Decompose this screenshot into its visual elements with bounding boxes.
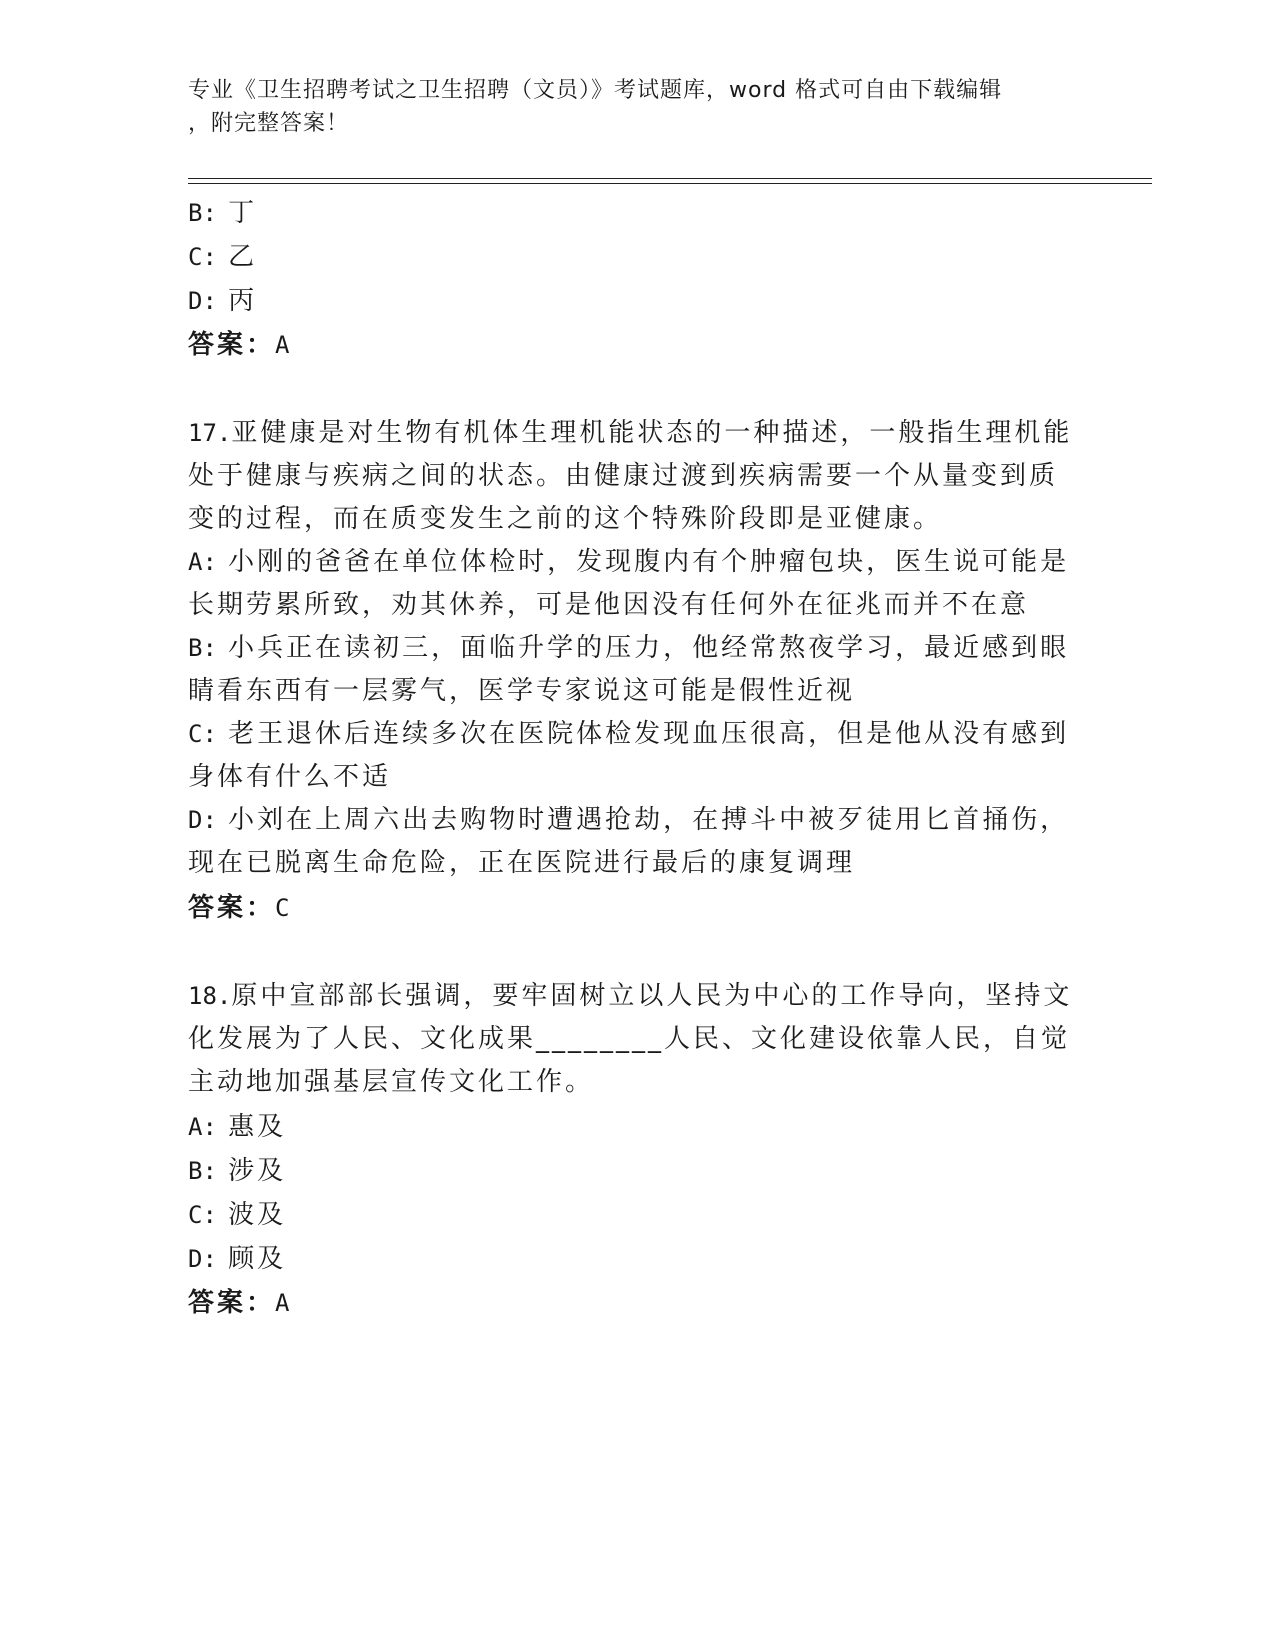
option-text: 乙 bbox=[228, 242, 258, 272]
q17-stem-line-2: 处于健康与疾病之间的状态。由健康过渡到疾病需要一个从量变到质 bbox=[188, 461, 1059, 491]
q18-option-b bbox=[188, 1150, 286, 1187]
question-number: 18. bbox=[188, 982, 232, 1010]
option-text: 小兵正在读初三，面临升学的压力，他经常熬夜学习，最近感到眼 bbox=[228, 633, 1070, 663]
header-line-2: ，附完整答案！ bbox=[188, 111, 350, 136]
answer-label: 答案： bbox=[188, 330, 276, 360]
q17-option-c bbox=[188, 713, 1069, 750]
option-key: A: bbox=[188, 548, 217, 576]
prev-option-d bbox=[188, 280, 257, 317]
q17-option-a-cont: 长期劳累所致，劝其休养，可是他因没有任何外在征兆而并不在意 bbox=[188, 590, 1030, 620]
option-text: 顾及 bbox=[228, 1244, 287, 1274]
option-key: C: bbox=[188, 1201, 217, 1229]
prev-answer bbox=[188, 324, 292, 361]
q17-option-a bbox=[188, 541, 1069, 578]
option-text: 丁 bbox=[228, 198, 258, 228]
question-number: 17. bbox=[188, 419, 232, 447]
option-key: B: bbox=[188, 634, 217, 662]
option-text: 惠及 bbox=[228, 1112, 287, 1142]
q17-option-c-cont: 身体有什么不适 bbox=[188, 762, 392, 792]
header-rule-bottom bbox=[188, 183, 1152, 184]
answer-value: C bbox=[275, 894, 293, 922]
header-line-1: 专业《卫生招聘考试之卫生招聘（文员）》考试题库，word 格式可自由下载编辑 bbox=[188, 78, 1003, 103]
q17-stem-line-1 bbox=[188, 412, 1072, 449]
q18-stem-line-3: 主动地加强基层宣传文化工作。 bbox=[188, 1067, 595, 1097]
option-key: A: bbox=[188, 1113, 217, 1141]
answer-label: 答案： bbox=[188, 893, 276, 923]
stem-text: 亚健康是对生物有机体生理机能状态的一种描述，一般指生理机能 bbox=[231, 418, 1073, 448]
q17-option-d bbox=[188, 799, 1069, 836]
q17-stem-line-3: 变的过程，而在质变发生之前的这个特殊阶段即是亚健康。 bbox=[188, 504, 943, 534]
answer-value: A bbox=[275, 331, 293, 359]
q18-stem-line-1 bbox=[188, 975, 1072, 1012]
option-key: C: bbox=[188, 243, 217, 271]
q17-option-b bbox=[188, 627, 1069, 664]
document-header bbox=[188, 74, 1068, 140]
q17-option-b-cont: 睛看东西有一层雾气，医学专家说这可能是假性近视 bbox=[188, 676, 856, 706]
q17-option-d-cont: 现在已脱离生命危险，正在医院进行最后的康复调理 bbox=[188, 848, 856, 878]
prev-option-c bbox=[188, 236, 257, 273]
q18-answer bbox=[188, 1282, 292, 1319]
answer-value: A bbox=[275, 1289, 293, 1317]
q18-stem-line-2: 化发展为了人民、文化成果________人民、文化建设依靠人民，自觉 bbox=[188, 1024, 1071, 1054]
stem-text: 原中宣部部长强调，要牢固树立以人民为中心的工作导向，坚持文 bbox=[231, 981, 1073, 1011]
option-key: B: bbox=[188, 199, 217, 227]
prev-option-b bbox=[188, 192, 257, 229]
option-text: 丙 bbox=[228, 286, 258, 316]
option-text: 小刚的爸爸在单位体检时，发现腹内有个肿瘤包块，医生说可能是 bbox=[228, 547, 1070, 577]
option-text: 小刘在上周六出去购物时遭遇抢劫，在搏斗中被歹徒用匕首捅伤， bbox=[228, 805, 1070, 835]
option-key: B: bbox=[188, 1157, 217, 1185]
q18-option-d bbox=[188, 1238, 286, 1275]
option-text: 老王退休后连续多次在医院体检发现血压很高，但是他从没有感到 bbox=[228, 719, 1070, 749]
option-text: 涉及 bbox=[228, 1156, 287, 1186]
option-key: C: bbox=[188, 720, 217, 748]
option-text: 波及 bbox=[228, 1200, 287, 1230]
option-key: D: bbox=[188, 1245, 217, 1273]
header-rule-top bbox=[188, 178, 1152, 179]
option-key: D: bbox=[188, 806, 217, 834]
answer-label: 答案： bbox=[188, 1288, 276, 1318]
q18-option-c bbox=[188, 1194, 286, 1231]
q17-answer bbox=[188, 887, 292, 924]
q18-option-a bbox=[188, 1106, 286, 1143]
option-key: D: bbox=[188, 287, 217, 315]
